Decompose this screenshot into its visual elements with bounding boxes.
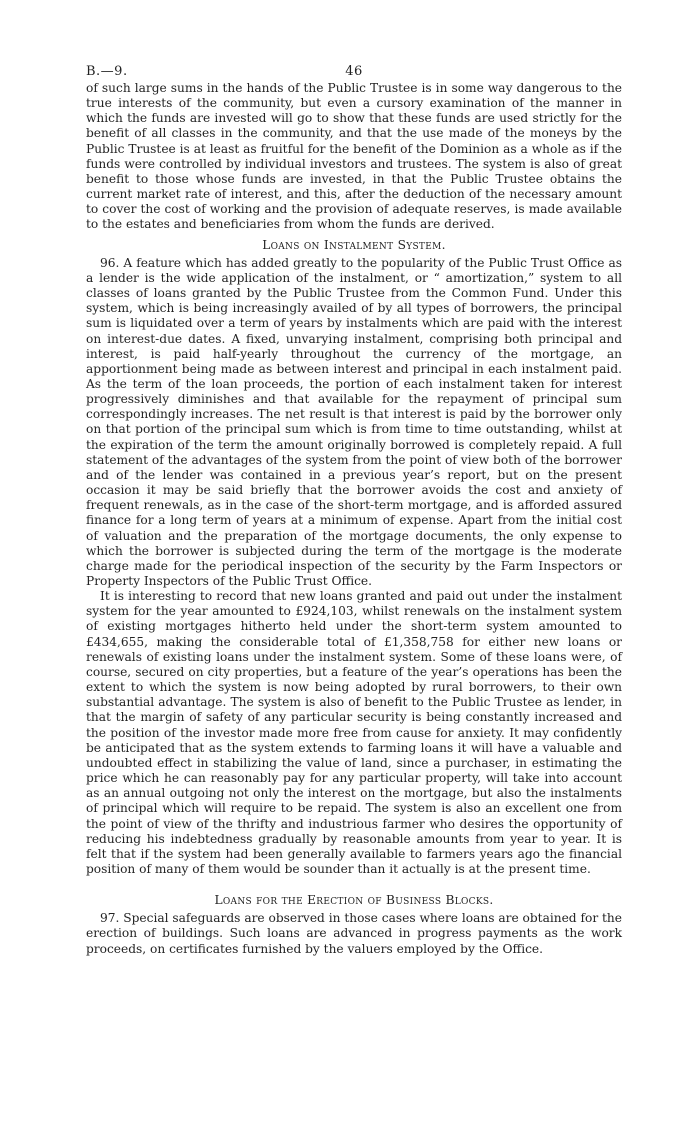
section-heading-business-blocks: Loans for the Erection of Business Blocks.: [214, 893, 494, 908]
paragraph-instalment-statistics: It is interesting to record that new loans granted and paid out under the instalment system for the year amounted to £924,103, whilst renewals on the instalment system of existing mortgages hitherto held under the short-term system amounted to £434,655, making the considerable total of £1,358,758 for either new loans or renewals of existing loans under the instalment system. Some of these loans were, of course, secured on city properties, but a feature of the year’s operations has been the extent to which the system is now being adopted by rural borrowers, to their own substantial advantage. The system is also of benefit to the Public Trustee as lender, in that the margin of safety of any particular security is being constantly increased and the position of the investor made more free from cause for anxiety. It may confidently be anticipated that as the system extends to farming loans it will have a valuable and undoubted effect in stabilizing the value of land, since a purchaser, in estimating the price which he can reasonably pay for any particular property, will take into account as an annual outgoing not only the interest on the mortgage, but also the instalments of principal which will require to be repaid. The system is also an excellent one from the point of view of the thrifty and industrious farmer who desires the opportunity of reducing his indebtedness gradually by reasonable amounts from year to year. It is felt that if the system had been generally available to farmers years ago the financial position of many of them would be sounder than it actually is at the present time.: [86, 589, 622, 876]
section-heading-instalment-system: Loans on Instalment System.: [262, 237, 446, 252]
page-number: 46: [345, 64, 363, 79]
paragraph-97: 97. Special safeguards are observed in those cases where loans are obtained for the erection of buildings. Such loans are advanced in progress payments as the work proceeds, on certificates furnished by the valuers employed by the Office.: [86, 911, 622, 956]
paragraph-intro: of such large sums in the hands of the Public Trustee is in some way dangerous to the true interests of the community, but even a cursory examination of the manner in which the funds are invested will go to show that these funds are used strictly for the benefit of all classes in the community, and that the use made of the moneys by the Public Trustee is at least as fruitful for the benefit of the Dominion as a whole as if the funds were controlled by individual investors and trustees. The system is also of great benefit to those whose funds are invested, in that the Public Trustee obtains the current market rate of interest, and this, after the deduction of the necessary amount to cover the cost of working and the provision of adequate reserves, is made available to the estates and beneficiaries from whom the funds are derived.: [86, 81, 622, 232]
page-body: [86, 81, 622, 957]
document-reference: B.—9.: [86, 64, 128, 79]
paragraph-96: 96. A feature which has added greatly to the popularity of the Public Trust Office as a lender is the wide application of the instalment, or “ amortization,” system to all classes of loans granted by the Public Trustee from the Common Fund. Under this system, which is being increasingly availed of by all types of borrowers, the principal sum is liquidated over a term of years by instalments which are paid with the interest on interest-due dates. A fixed, unvarying instalment, comprising both principal and interest, is paid half-yearly throughout the currency of the mortgage, an apportionment being made as between interest and principal in each instalment paid. As the term of the loan proceeds, the portion of each instalment taken for interest progressively diminishes and that available for the repayment of principal sum correspondingly increases. The net result is that interest is paid by the borrower only on that portion of the principal sum which is from time to time outstanding, whilst at the expiration of the term the amount originally borrowed is completely repaid. A full statement of the advantages of the system from the point of view both of the borrower and of the lender was contained in a previous year’s report, but on the present occasion it may be said briefly that the borrower avoids the cost and anxiety of frequent renewals, as in the case of the short-term mortgage, and is afforded assured finance for a long term of years at a minimum of expense. Apart from the initial cost of valuation and the preparation of the mortgage documents, the only expense to which the borrower is subjected during the term of the mortgage is the moderate charge made for the periodical inspection of the security by the Farm Inspectors or Property Inspectors of the Public Trust Office.: [86, 255, 622, 588]
